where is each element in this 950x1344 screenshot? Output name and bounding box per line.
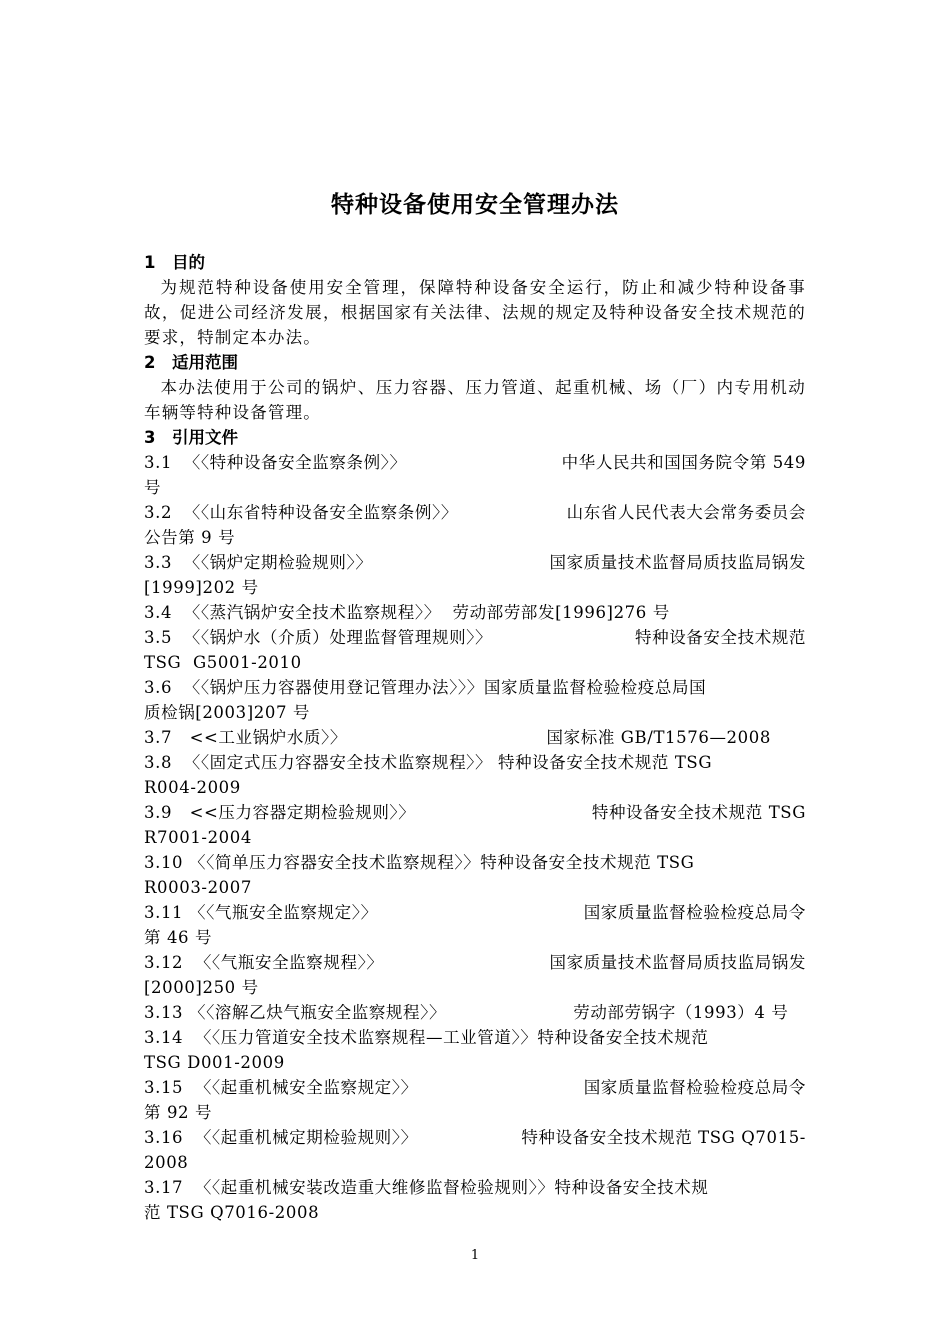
reference-issuer: 国家质量监督检验检疫总局令 (583, 903, 806, 922)
reference-line (144, 750, 806, 775)
reference-line (144, 500, 806, 525)
reference-title: 3.17 〈〈起重机械安装改造重大维修监督检验规则〉〉特种设备安全技术规 (144, 1178, 709, 1197)
reference-item (144, 800, 806, 850)
reference-issuer: 国家标准 GB/T1576—2008 (546, 728, 806, 747)
section-heading (144, 250, 806, 275)
reference-continuation: 2008 (144, 1153, 189, 1172)
reference-continuation: 第 46 号 (144, 928, 213, 947)
section-title: 适用范围 (172, 353, 238, 372)
reference-item (144, 1025, 806, 1075)
section-heading (144, 350, 806, 375)
reference-title: 3.2 〈〈山东省特种设备安全监察条例〉〉 (144, 503, 458, 522)
reference-line (144, 1000, 806, 1025)
reference-title: 3.13 〈〈溶解乙炔气瓶安全监察规程〉〉 (144, 1003, 447, 1022)
reference-title: 3.5 〈〈锅炉水（介质）处理监督管理规则〉〉 (144, 628, 493, 647)
section-number: 3 (144, 428, 156, 447)
reference-line (144, 725, 806, 750)
reference-line (144, 1075, 806, 1100)
document-title: 特种设备使用安全管理办法 (331, 192, 619, 218)
reference-item (144, 725, 806, 750)
reference-line (144, 900, 806, 925)
reference-item (144, 500, 806, 550)
reference-issuer: 国家质量技术监督局质技监局锅发 (549, 953, 806, 972)
section-number: 2 (144, 353, 156, 372)
reference-issuer: 山东省人民代表大会常务委员会 (566, 503, 806, 522)
reference-item (144, 850, 806, 900)
reference-line (144, 1025, 806, 1050)
reference-item (144, 550, 806, 600)
reference-continuation: 质检锅[2003]207 号 (144, 703, 311, 722)
reference-item (144, 1000, 806, 1025)
reference-title: 3.9 <<压力容器定期检验规则〉〉 (144, 803, 416, 822)
page-number: 1 (470, 1248, 480, 1263)
reference-issuer: 中华人民共和国国务院令第 549 (561, 453, 806, 472)
reference-continuation: TSG D001-2009 (144, 1053, 285, 1072)
reference-item (144, 600, 806, 625)
section-heading (144, 425, 806, 450)
section-paragraph: 本办法使用于公司的锅炉、压力容器、压力管道、起重机械、场（厂）内专用机动车辆等特种设备管理。 (144, 378, 806, 422)
reference-item (144, 1075, 806, 1125)
reference-line (144, 625, 806, 650)
reference-title: 3.1 〈〈特种设备安全监察条例〉〉 (144, 453, 407, 472)
section-number: 1 (144, 253, 156, 272)
reference-title: 3.3 〈〈锅炉定期检验规则〉〉 (144, 553, 373, 572)
reference-issuer: 劳动部劳锅字（1993）4 号 (573, 1003, 806, 1022)
reference-continuation: R004-2009 (144, 778, 241, 797)
reference-title: 3.4 〈〈蒸汽锅炉安全技术监察规程〉〉 劳动部劳部发[1996]276 号 (144, 603, 670, 622)
reference-title: 3.14 〈〈压力管道安全技术监察规程—工业管道〉〉特种设备安全技术规范 (144, 1028, 709, 1047)
reference-issuer: 特种设备安全技术规范 (635, 628, 806, 647)
reference-continuation: R0003-2007 (144, 878, 252, 897)
reference-continuation: 号 (144, 478, 162, 497)
reference-title: 3.11 〈〈气瓶安全监察规定〉〉 (144, 903, 378, 922)
section-title: 引用文件 (172, 428, 238, 447)
reference-continuation: TSG G5001-2010 (144, 653, 302, 672)
reference-item (144, 950, 806, 1000)
reference-list (144, 450, 806, 1225)
reference-item (144, 1175, 806, 1225)
reference-line (144, 450, 806, 475)
reference-title: 3.8 〈〈固定式压力容器安全技术监察规程〉〉 特种设备安全技术规范 TSG (144, 753, 713, 772)
reference-issuer: 特种设备安全技术规范 TSG (591, 803, 806, 822)
reference-line (144, 800, 806, 825)
reference-line (144, 1175, 806, 1200)
document-body (144, 250, 806, 1225)
reference-line (144, 600, 806, 625)
reference-continuation: [1999]202 号 (144, 578, 259, 597)
reference-continuation: 第 92 号 (144, 1103, 213, 1122)
reference-issuer: 国家质量技术监督局质技监局锅发 (549, 553, 806, 572)
reference-title: 3.12 〈〈气瓶安全监察规程〉〉 (144, 953, 384, 972)
reference-line (144, 950, 806, 975)
reference-line (144, 850, 806, 875)
reference-continuation: R7001-2004 (144, 828, 252, 847)
reference-item (144, 625, 806, 675)
reference-title: 3.7 <<工业锅炉水质〉〉 (144, 728, 347, 747)
reference-title: 3.15 〈〈起重机械安全监察规定〉〉 (144, 1078, 418, 1097)
reference-title: 3.16 〈〈起重机械定期检验规则〉〉 (144, 1128, 418, 1147)
reference-continuation: 范 TSG Q7016-2008 (144, 1203, 320, 1222)
reference-item (144, 900, 806, 950)
section-title: 目的 (172, 253, 205, 272)
reference-title: 3.10 〈〈简单压力容器安全技术监察规程〉〉特种设备安全技术规范 TSG (144, 853, 695, 872)
reference-line (144, 675, 806, 700)
section-paragraph: 为规范特种设备使用安全管理，保障特种设备安全运行，防止和减少特种设备事故，促进公司经济发展，根据国家有关法律、法规的规定及特种设备安全技术规范的要求，特制定本办法。 (144, 278, 806, 347)
reference-item (144, 675, 806, 725)
reference-item (144, 750, 806, 800)
reference-issuer: 特种设备安全技术规范 TSG Q7015- (521, 1128, 806, 1147)
reference-item (144, 450, 806, 500)
reference-line (144, 1125, 806, 1150)
reference-title: 3.6 〈〈锅炉压力容器使用登记管理办法〉〉〉国家质量监督检验检疫总局国 (144, 678, 707, 697)
reference-line (144, 550, 806, 575)
reference-continuation: 公告第 9 号 (144, 528, 236, 547)
reference-item (144, 1125, 806, 1175)
reference-issuer: 国家质量监督检验检疫总局令 (583, 1078, 806, 1097)
reference-continuation: [2000]250 号 (144, 978, 259, 997)
